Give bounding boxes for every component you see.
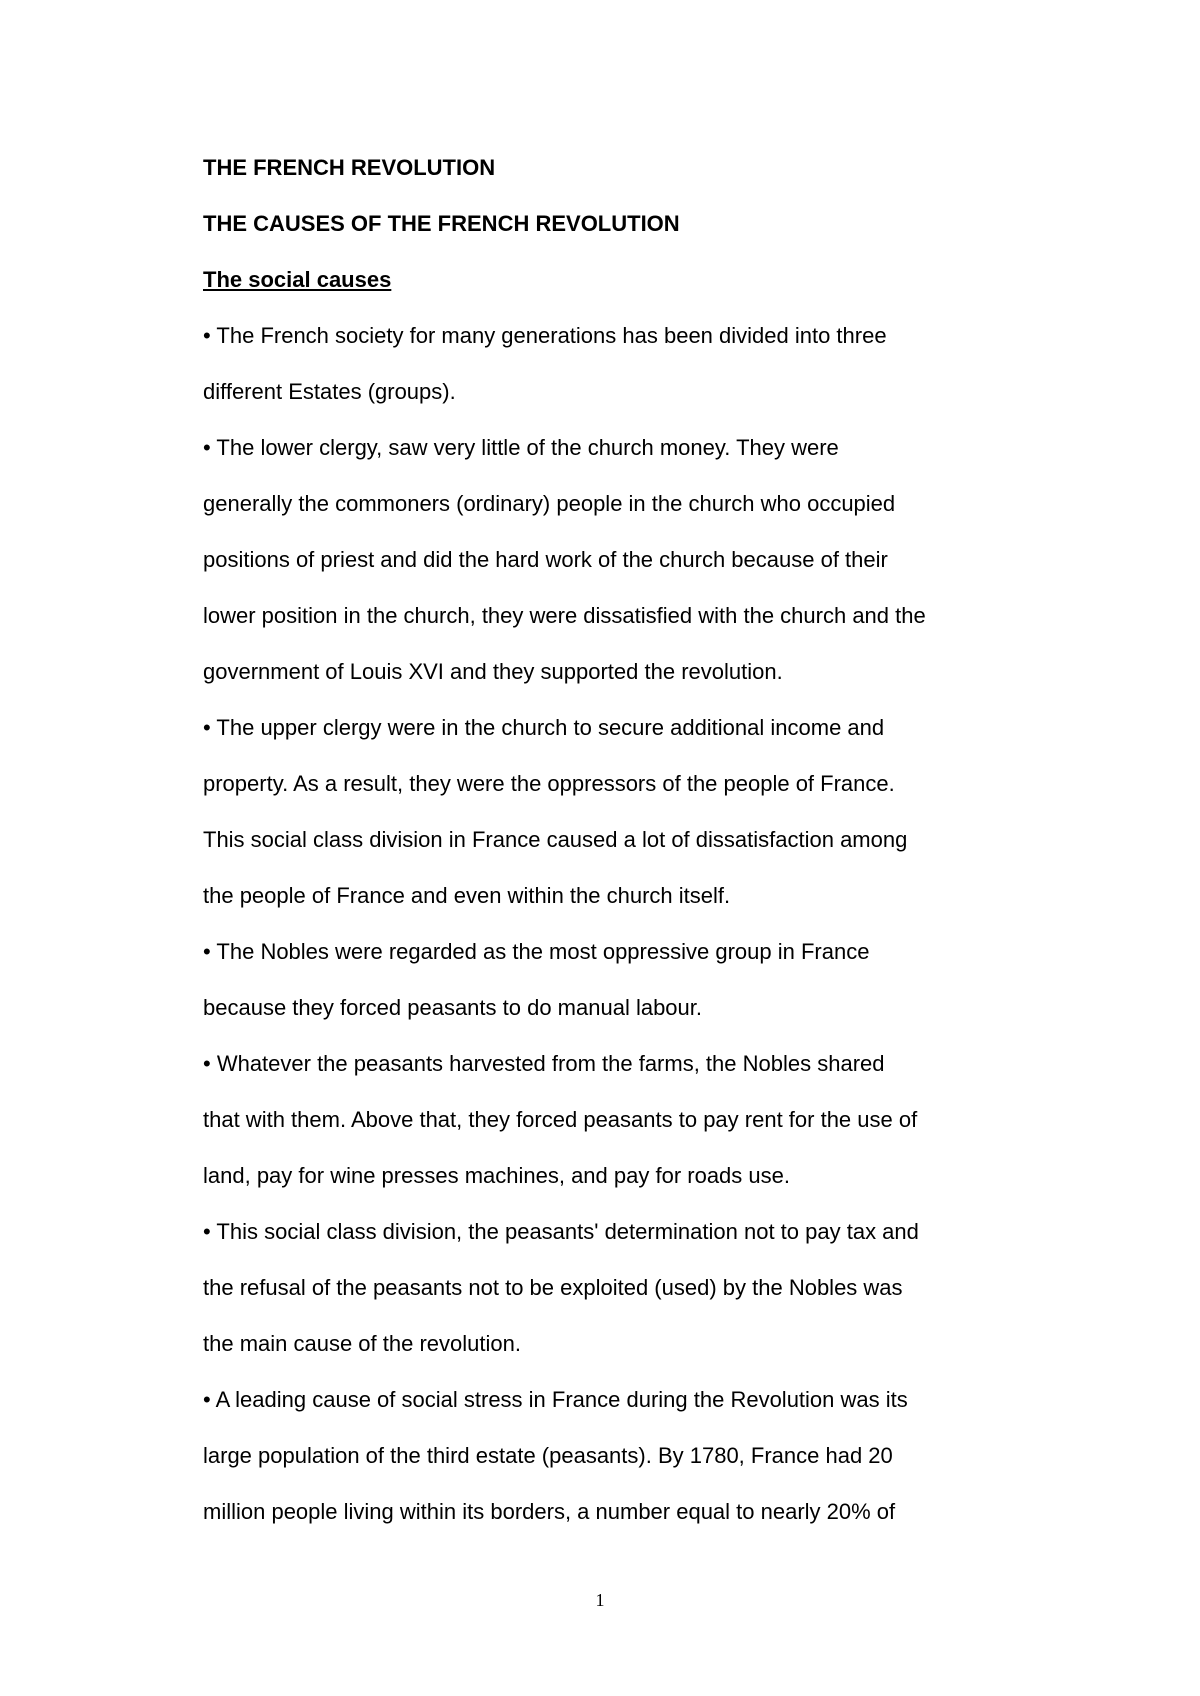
text-line: • The Nobles were regarded as the most oppressive group in France (203, 939, 870, 964)
text-line: generally the commoners (ordinary) people in the church who occupied (203, 491, 896, 516)
page-content (203, 140, 1023, 1540)
text-line: • The upper clergy were in the church to secure additional income and (203, 715, 885, 740)
text-line: lower position in the church, they were dissatisfied with the church and the (203, 603, 926, 628)
document-title: THE FRENCH REVOLUTION (203, 155, 496, 180)
page-number: 1 (595, 1590, 605, 1610)
text-line: different Estates (groups). (203, 379, 456, 404)
text-line: because they forced peasants to do manual labour. (203, 995, 703, 1020)
text-line: • The French society for many generations has been divided into three (203, 323, 887, 348)
section-heading: The social causes (203, 267, 392, 292)
text-line: • The lower clergy, saw very little of the church money. They were (203, 435, 839, 460)
text-line: the refusal of the peasants not to be exploited (used) by the Nobles was (203, 1275, 903, 1300)
text-line: the main cause of the revolution. (203, 1331, 521, 1356)
text-line: government of Louis XVI and they supported the revolution. (203, 659, 783, 684)
text-line: large population of the third estate (peasants). By 1780, France had 20 (203, 1443, 893, 1468)
text-line: • This social class division, the peasants' determination not to pay tax and (203, 1219, 919, 1244)
text-line: positions of priest and did the hard work of the church because of their (203, 547, 888, 572)
text-line: This social class division in France caused a lot of dissatisfaction among (203, 827, 908, 852)
document-subtitle: THE CAUSES OF THE FRENCH REVOLUTION (203, 211, 680, 236)
text-line: property. As a result, they were the oppressors of the people of France. (203, 771, 895, 796)
text-line: • A leading cause of social stress in France during the Revolution was its (203, 1387, 908, 1412)
text-line: the people of France and even within the church itself. (203, 883, 731, 908)
text-line: million people living within its borders, a number equal to nearly 20% of (203, 1499, 896, 1524)
text-line: • Whatever the peasants harvested from the farms, the Nobles shared (203, 1051, 885, 1076)
text-line: land, pay for wine presses machines, and pay for roads use. (203, 1163, 790, 1188)
text-line: that with them. Above that, they forced peasants to pay rent for the use of (203, 1107, 918, 1132)
